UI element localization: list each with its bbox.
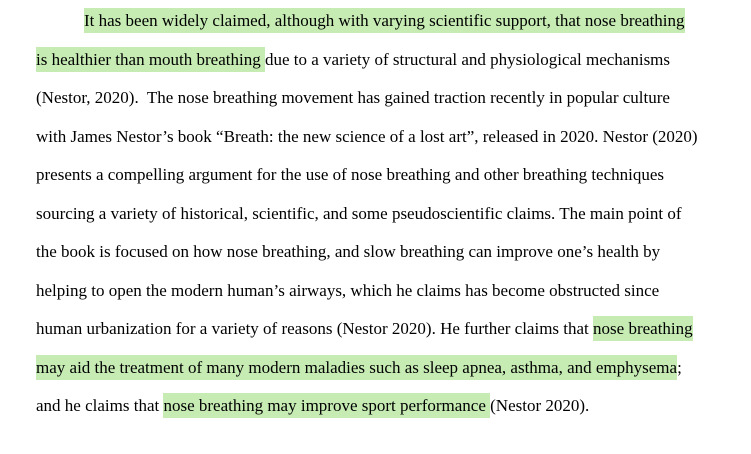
text-run: ;: [677, 357, 682, 377]
text-run: due to a variety of structural and physiological mechanisms: [264, 49, 671, 69]
highlighted-text: nose breathing may improve sport performance: [163, 393, 490, 418]
text-line: [36, 79, 723, 118]
text-line: [36, 2, 723, 41]
text-line: [36, 118, 723, 157]
text-line: [36, 195, 723, 234]
text-line: [36, 310, 723, 349]
text-run: helping to open the modern human’s airways, which he claims has become obstructed since: [36, 280, 660, 300]
text-run: presents a compelling argument for the use of nose breathing and other breathing techniques: [36, 165, 665, 184]
text-line: [36, 233, 723, 272]
text-line: [36, 387, 723, 426]
text-run: and he claims that: [36, 396, 164, 415]
highlighted-text: nose breathing: [593, 316, 693, 341]
text-run: with James Nestor’s book “Breath: the new science of a lost art”, released in 2020. Nestor (2020): [36, 126, 698, 146]
text-run: (Nestor, 2020). The nose breathing movement has gained traction recently in popular culture: [36, 88, 670, 107]
paragraph: [36, 2, 723, 426]
text-run: the book is focused on how nose breathing, and slow breathing can improve one’s health by: [36, 242, 661, 261]
highlighted-text: It has been widely claimed, although with varying scientific support, that nose breathing: [84, 8, 685, 33]
text-line: [36, 156, 723, 195]
highlighted-text: is healthier than mouth breathing: [36, 47, 265, 72]
text-run: sourcing a variety of historical, scientific, and some pseudoscientific claims. The main point of: [36, 203, 682, 223]
text-line: [36, 41, 723, 80]
highlighted-text: may aid the treatment of many modern maladies such as sleep apnea, asthma, and emphysema: [36, 355, 677, 380]
text-run: (Nestor 2020).: [490, 396, 590, 415]
text-line: [36, 272, 723, 311]
text-run: human urbanization for a variety of reasons (Nestor 2020). He further claims that: [36, 319, 594, 338]
text-line: [36, 349, 723, 388]
